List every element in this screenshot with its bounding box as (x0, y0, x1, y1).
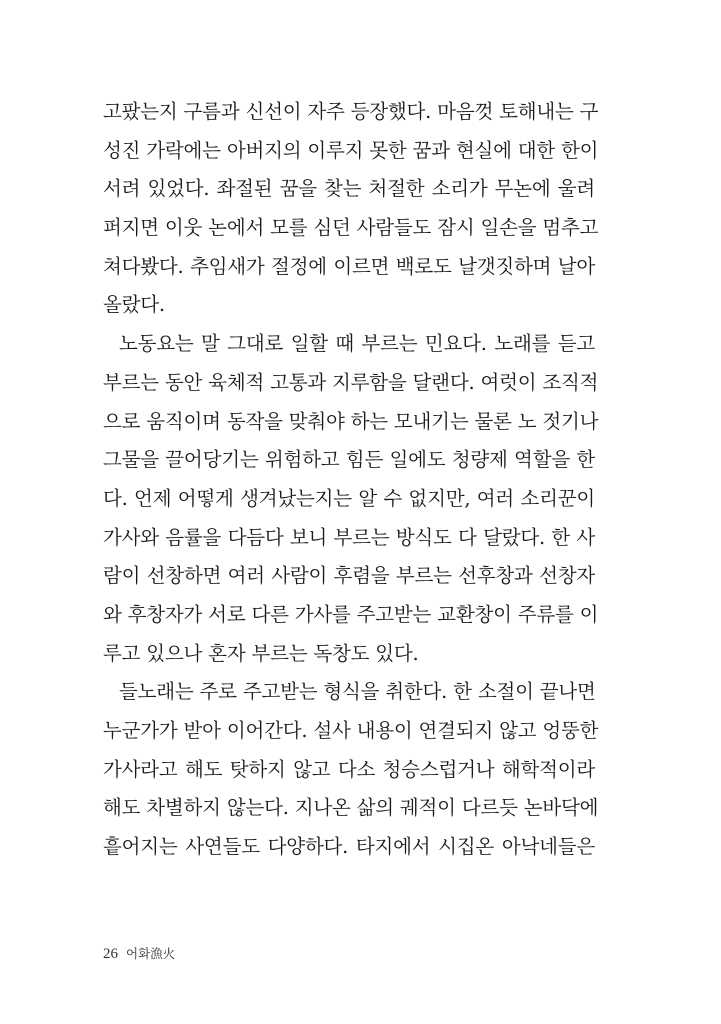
text-line: 퍼지면 이웃 논에서 모를 심던 사람들도 잠시 일손을 멈추고 (103, 216, 599, 240)
running-title: 어화漁火 (126, 947, 176, 961)
text-line: 성진 가락에는 아버지의 이루지 못한 꿈과 현실에 대한 한이 (103, 138, 599, 162)
body-text (103, 93, 599, 867)
text-line: 람이 선창하면 여러 사람이 후렴을 부르는 선후창과 선창자 (103, 564, 595, 588)
text-line: 부르는 동안 육체적 고통과 지루함을 달랜다. 여럿이 조직적 (103, 370, 599, 394)
text-line: 다. 언제 어떻게 생겨났는지는 알 수 없지만, 여러 소리꾼이 (103, 486, 595, 510)
text-line: 고팠는지 구름과 신선이 자주 등장했다. 마음껏 토해내는 구 (103, 100, 599, 123)
text-line: 으로 움직이며 동작을 맞춰야 하는 모내기는 물론 노 젓기나 (103, 409, 599, 433)
text-line: 루고 있으나 혼자 부르는 독창도 있다. (103, 641, 419, 665)
text-line: 그물을 끌어당기는 위험하고 힘든 일에도 청량제 역할을 한 (103, 448, 595, 472)
text-line: 쳐다봤다. 추임새가 절정에 이르면 백로도 날갯짓하며 날아 (103, 254, 595, 278)
text-line: 들노래는 주로 주고받는 형식을 취한다. 한 소절이 끝나면 (119, 680, 596, 704)
text-line: 올랐다. (103, 293, 165, 317)
page-number: 26 (103, 946, 118, 962)
text-line: 가사와 음률을 다듬다 보니 부르는 방식도 다 달랐다. 한 사 (103, 525, 595, 549)
paragraph-1 (103, 93, 599, 325)
text-line: 와 후창자가 서로 다른 가사를 주고받는 교환창이 주류를 이 (103, 602, 599, 626)
text-line: 가사라고 해도 탓하지 않고 다소 청승스럽거나 해학적이라 (103, 757, 595, 781)
text-line: 흩어지는 사연들도 다양하다. 타지에서 시집온 아낙네들은 (103, 835, 595, 859)
text-line: 누군가가 받아 이어간다. 설사 내용이 연결되지 않고 엉뚱한 (103, 719, 599, 742)
text-line: 노동요는 말 그대로 일할 때 부르는 민요다. 노래를 듣고 (119, 332, 595, 356)
page-footer (103, 944, 175, 964)
paragraph-2 (103, 325, 599, 673)
text-line: 해도 차별하지 않는다. 지나온 삶의 궤적이 다르듯 논바닥에 (103, 796, 599, 820)
text-line: 서려 있었다. 좌절된 꿈을 찾는 처절한 소리가 무논에 울려 (103, 177, 595, 201)
paragraph-3 (103, 673, 599, 866)
